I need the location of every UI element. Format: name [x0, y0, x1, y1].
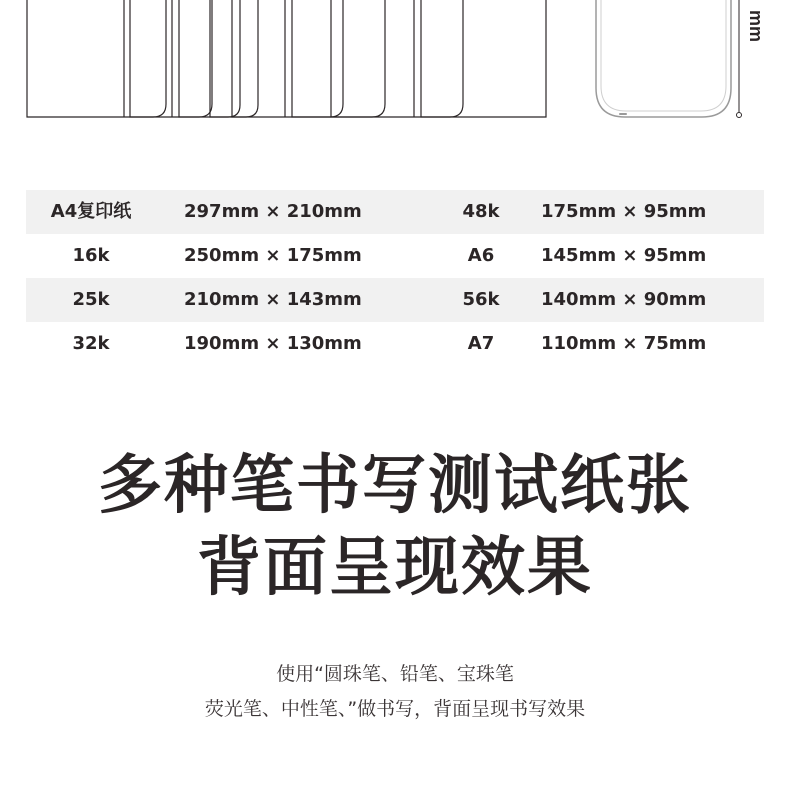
paper-outline-6	[232, 0, 258, 117]
size-dimensions-left: 190mm × 130mm	[184, 333, 362, 354]
headline-line-1: 多种笔书写测试纸张	[98, 449, 692, 523]
description-line-1: 使用“圆珠笔、铅笔、宝珠笔	[276, 663, 514, 685]
paper-outline-11	[421, 0, 463, 117]
paper-outline-2	[130, 0, 166, 117]
paper-outline-5	[210, 0, 240, 117]
size-name-right: A6	[467, 245, 495, 266]
size-dimensions-right: 110mm × 75mm	[541, 333, 707, 354]
size-dimensions-left: 297mm × 210mm	[184, 201, 362, 222]
paper-outline-9	[331, 0, 385, 117]
dimension-unit-label: mm	[746, 10, 766, 43]
size-dimensions-right: 140mm × 90mm	[541, 289, 707, 310]
size-name-left: A4复印纸	[50, 201, 132, 222]
size-name-right: 56k	[462, 289, 500, 310]
paper-outlines	[27, 0, 546, 117]
paper-size-table	[26, 190, 764, 366]
headline-line-2: 背面呈现效果	[197, 531, 593, 605]
table-row	[26, 322, 764, 366]
table-row	[26, 190, 764, 234]
paper-outline-a4	[27, 0, 546, 117]
paper-size-illustration	[0, 0, 790, 130]
size-dimensions-right: 175mm × 95mm	[541, 201, 707, 222]
size-dimensions-left: 250mm × 175mm	[184, 245, 362, 266]
table-row	[26, 234, 764, 278]
paper-outline-8	[292, 0, 343, 117]
size-dimensions-left: 210mm × 143mm	[184, 289, 362, 310]
size-name-right: A7	[467, 333, 495, 354]
table-row	[26, 278, 764, 322]
size-name-left: 32k	[72, 333, 110, 354]
description-line-2: 荧光笔、中性笔、”做书写，背面呈现书写效果	[204, 698, 586, 720]
phone-outline	[596, 0, 731, 117]
size-name-right: 48k	[462, 201, 500, 222]
size-name-left: 16k	[72, 245, 110, 266]
paper-outline-4	[179, 0, 212, 117]
size-dimensions-right: 145mm × 95mm	[541, 245, 707, 266]
dimension-marker	[737, 0, 767, 118]
size-name-left: 25k	[72, 289, 110, 310]
